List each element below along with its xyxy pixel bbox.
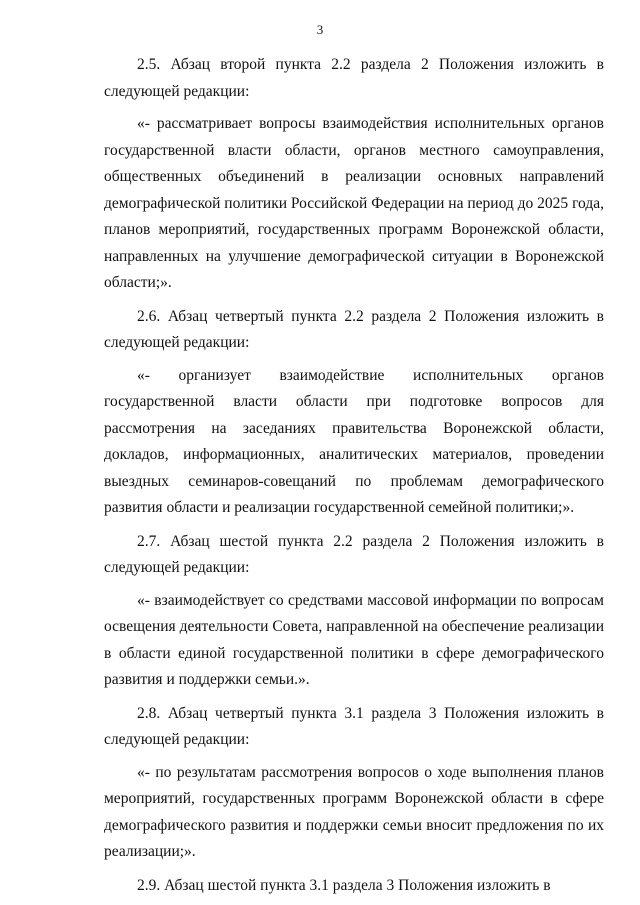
paragraph-quote-2-8: «- по результатам рассмотрения вопросов о ходе выполнения планов мероприятий, государственных программ Воронежской области в сфере демографического развития и поддержки семьи вносит предложения по их реализации;». [104,763,604,860]
paragraph-item-2-6: 2.6. Абзац четвертый пункта 2.2 раздела 2 Положения изложить в следующей редакции: [104,307,604,351]
paragraph-quote-2-7: «- взаимодействует со средствами массовой информации по вопросам освещения деятельности Совета, направленной на обеспечение реализации в области единой государственной политики в сфере демографического развития и поддержки семьи.». [104,591,604,688]
paragraph-item-2-9: 2.9. Абзац шестой пункта 3.1 раздела 3 Положения изложить в [137,876,551,894]
paragraph-quote-2-5: «- рассматривает вопросы взаимодействия исполнительных органов государственной власти области, органов местного самоуправления, общественных объединений в реализации основных направлений демографической политики Российской Федерации на период до 2025 года, планов мероприятий, государственных программ Воронежской области, направленных на улучшение демографической ситуации в Воронежской области;». [104,115,604,291]
paragraph-item-2-8: 2.8. Абзац четвертый пункта 3.1 раздела 3 Положения изложить в следующей редакции: [104,704,604,748]
page-number: 3 [316,22,324,37]
paragraph-item-2-7: 2.7. Абзац шестой пункта 2.2 раздела 2 Положения изложить в следующей редакции: [104,532,604,576]
paragraph-item-2-5: 2.5. Абзац второй пункта 2.2 раздела 2 Положения изложить в следующей редакции: [104,56,604,100]
document-body [104,52,604,905]
paragraph-quote-2-6: «- организует взаимодействие исполнительных органов государственной власти области при подготовке вопросов для рассмотрения на заседаниях правительства Воронежской области, докладов, информационных, аналитических материалов, проведении выездных семинаров-совещаний по проблемам демографического развития области и реализации государственной семейной политики;». [104,366,604,516]
